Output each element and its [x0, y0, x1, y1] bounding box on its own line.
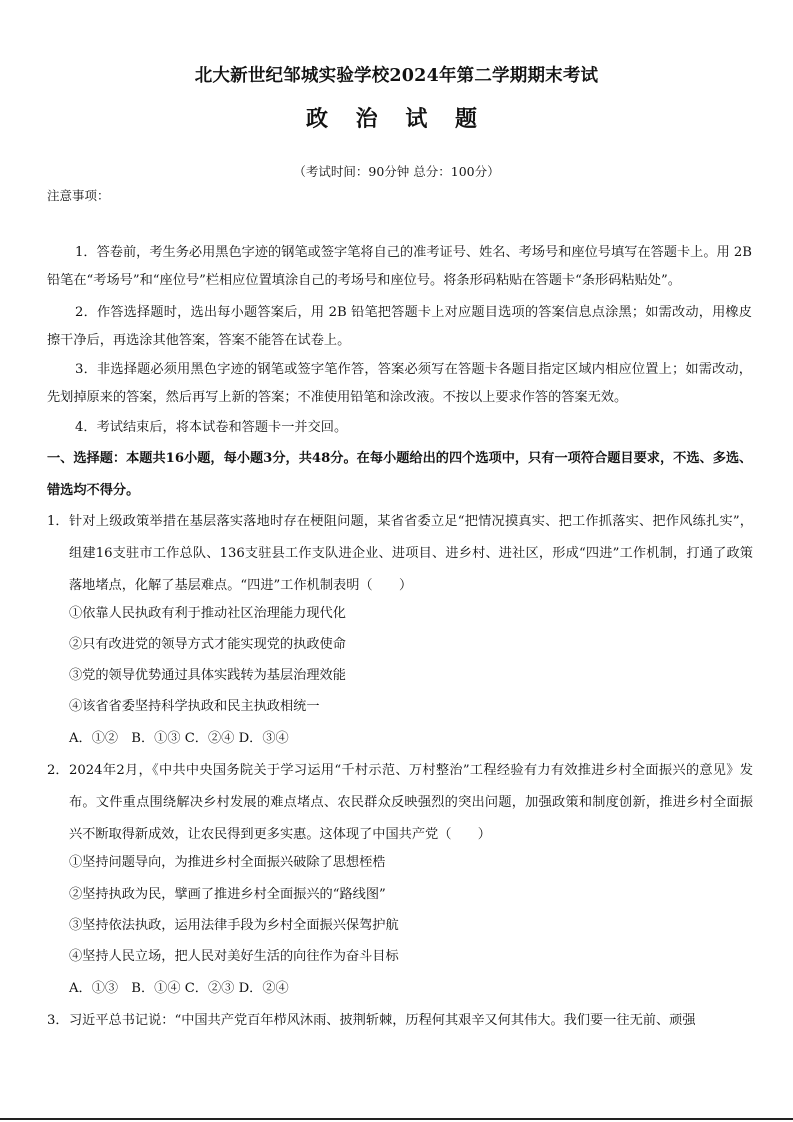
- statement: ③党的领导优势通过具体实践转为基层治理效能: [69, 668, 346, 683]
- exam-title: 北大新世纪邹城实验学校2024年第二学期期末考试: [194, 66, 599, 86]
- question-stem: 习近平总书记说：“中国共产党百年栉风沐雨、披荆斩棘，历程何其艰辛又何其伟大。我们要一往无前、顽强: [69, 1013, 696, 1028]
- answer-choices: A．①② B．①③ C．②④ D．③④: [69, 731, 289, 746]
- statement: ②坚持执政为民，擘画了推进乡村全面振兴的“路线图”: [69, 887, 386, 902]
- notice-item: 1．答卷前，考生务必用黑色字迹的钢笔或签字笔将自己的准考证号、姓名、考场号和座位号填写在答题卡上。用 2B 铅笔在“考场号”和“座位号”栏相应位置填涂自己的考场号和座位号。将条形码粘贴在答题卡“条形码粘贴处”。: [47, 245, 752, 288]
- statement: ③坚持依法执政，运用法律手段为乡村全面振兴保驾护航: [69, 918, 399, 933]
- question-number: 3．: [47, 1013, 69, 1028]
- question: [47, 1005, 753, 1037]
- statement: ④该省省委坚持科学执政和民主执政相统一: [69, 699, 320, 714]
- subject-title: 政 治 试 题: [306, 106, 487, 132]
- question: [47, 755, 753, 851]
- answer-choices: A．①③ B．①④ C．②③ D．②④: [69, 981, 289, 996]
- question-stem: 针对上级政策举措在基层落实落地时存在梗阻问题，某省省委立足“把情况摸真实、把工作抓落实、把作风练扎实”，组建16支驻市工作总队、136支驻县工作支队进企业、进项目、进乡村、进社区，形成“四进”工作机制，打通了政策落地堵点，化解了基层难点。“四进”工作机制表明（ ）: [69, 514, 753, 593]
- statement: ①坚持问题导向，为推进乡村全面振兴破除了思想桎梏: [69, 855, 386, 870]
- question-stem: 2024年2月，《中共中央国务院关于学习运用“千村示范、万村整治”工程经验有力有效推进乡村全面振兴的意见》发布。文件重点围绕解决乡村发展的难点堵点、农民群众反映强烈的突出问题，加强政策和制度创新，推进乡村全面振兴不断取得新成效，让农民得到更多实惠。这体现了中国共产党（ ）: [69, 763, 753, 842]
- statement: ④坚持人民立场，把人民对美好生活的向往作为奋斗目标: [69, 949, 399, 964]
- question: [47, 506, 753, 602]
- statement: ①依靠人民执政有利于推动社区治理能力现代化: [69, 606, 346, 621]
- statement: ②只有改进党的领导方式才能实现党的执政使命: [69, 637, 346, 652]
- exam-info: （考试时间：90分钟 总分：100分）: [293, 164, 500, 179]
- question-number: 1．: [47, 514, 69, 529]
- notice-heading: 注意事项：: [47, 188, 110, 203]
- notice-item: 2．作答选择题时，选出每小题答案后，用 2B 铅笔把答题卡上对应题目选项的答案信息点涂黑；如需改动，用橡皮擦干净后，再选涂其他答案，答案不能答在试卷上。: [47, 305, 752, 348]
- notice-item: 3．非选择题必须用黑色字迹的钢笔或签字笔作答，答案必须写在答题卡各题目指定区域内相应位置上；如需改动，先划掉原来的答案，然后再写上新的答案；不准使用铅笔和涂改液。不按以上要求作答的答案无效。: [47, 362, 752, 405]
- page-bottom-rule: [0, 1118, 793, 1120]
- notice-item: 4．考试结束后，将本试卷和答题卡一并交回。: [75, 420, 348, 435]
- question-number: 2．: [47, 763, 69, 778]
- section-heading: 一、选择题：本题共16小题，每小题3分，共48分。在每小题给出的四个选项中，只有一项符合题目要求，不选、多选、错选均不得分。: [47, 451, 753, 498]
